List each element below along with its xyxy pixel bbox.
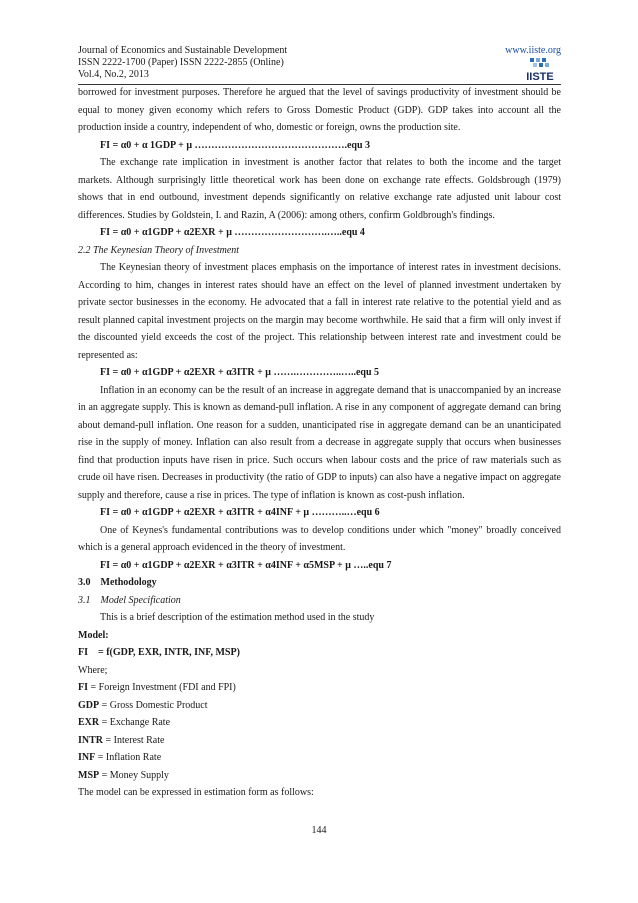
definition-symbol: INTR — [78, 734, 104, 746]
definition-symbol: MSP — [78, 769, 100, 781]
definition-text: = Interest Rate — [103, 734, 165, 746]
paragraph: Inflation in an economy can be the result of an increase in aggregate demand that is unaccompanied by an increase in an aggregate supply. This is known as demand-pull inflation. A rise in any component of aggregate demand can bring about demand-pull inflation. One reason for a sudden, unanticipated rise in aggregate demand can be an unanticipated rise in the supply of money. Inflation can also result from a decrease in aggregate supply that occurs when businesses find that production inputs have risen in price. Such occurs when labour costs and the price of raw materials such as crude oil have risen. Decreases in productivity (the ratio of GDP to inputs) can also have a negative impact on aggregate supply and therefore, cause a rise in prices. The type of inflation is known as cost-push inflation. — [78, 384, 561, 501]
paragraph: borrowed for investment purposes. Therefore he argued that the level of savings productivity of investment should be equal to money given economy which refers to Gross Domestic Product (GDP). GDP takes into account all the production inside a country, independent of who, domestic or foreign, owns the production site. — [78, 87, 561, 133]
article-body — [78, 84, 561, 802]
paragraph: One of Keynes's fundamental contributions was to develop conditions under which "money" broadly conceived which is a general approach evidenced in the theory of investment. — [78, 524, 561, 553]
paragraph: The Keynesian theory of investment places emphasis on the importance of interest rates in investment decisions. According to him, changes in interest rates should have an effect on the level of planned investment undertaken by private sector businesses in the economy. He advocated that a fall in interest rate relative to the potential yield and as result planned capital investment projects on the margin may become worthwhile. He said that a firm will only invest if the discounted yield exceeds the cost of the project. This relationship between interest rate and investment could be represented as: — [78, 262, 561, 361]
definition-text: = Exchange Rate — [99, 717, 171, 728]
paragraph: This is a brief description of the estimation method used in the study — [100, 612, 375, 623]
definition-msp — [78, 767, 561, 785]
where-label: Where; — [78, 664, 108, 676]
definition-symbol: INF — [78, 752, 96, 763]
paragraph: The model can be expressed in estimation form as follows: — [78, 787, 314, 798]
section-heading-3-0: 3.0 Methodology — [78, 577, 157, 588]
definition-symbol: GDP — [78, 699, 100, 711]
definition-exr — [78, 714, 561, 732]
section-heading-3-1: 3.1 Model Specification — [78, 594, 181, 606]
model-label: Model: — [78, 629, 109, 641]
definition-text: = Inflation Rate — [95, 752, 162, 763]
iiste-logo — [520, 57, 560, 83]
definition-fi — [78, 679, 561, 697]
model-equation: FI = f(GDP, EXR, INTR, INF, MSP) — [78, 647, 240, 658]
definition-text: = Money Supply — [99, 769, 169, 781]
section-heading-2-2: 2.2 The Keynesian Theory of Investment — [78, 244, 240, 256]
definition-intr — [78, 732, 561, 750]
equation-3: FI = α0 + α 1GDP + μ ……………………………………….equ 3 — [100, 139, 371, 151]
equation-4: FI = α0 + α1GDP + α2EXR + μ ……………………….…..equ 4 — [100, 227, 365, 238]
equation-5: FI = α0 + α1GDP + α2EXR + α3ITR + μ …….…………..…..equ 5 — [100, 367, 379, 378]
definition-text: = Gross Domestic Product — [99, 699, 208, 711]
page-number: 144 — [311, 825, 327, 836]
svg-text:IISTE: IISTE — [526, 71, 554, 83]
definition-gdp — [78, 697, 561, 715]
journal-title: Journal of Economics and Sustainable Development — [78, 45, 288, 56]
paragraph: The exchange rate implication in investment is another factor that relates to both the income and the target markets. Although surprisingly little theoretical work has been done on exchange rate effects. Goldsbrough (1979) shows that in end outbound, investment depends significantly on relative exchange rate adjusted unit labour cost differences. Studies by Goldstein, I. and Razin, A (2006): among others, confirm Goldbrough's findings. — [78, 157, 561, 221]
definition-symbol: FI — [78, 682, 88, 693]
issn-line: ISSN 2222-1700 (Paper) ISSN 2222-2855 (Online) — [78, 57, 284, 68]
volume-line: Vol.4, No.2, 2013 — [78, 69, 149, 80]
definition-text: = Foreign Investment (FDI and FPI) — [88, 682, 236, 693]
page-header — [78, 45, 561, 81]
definition-symbol: EXR — [78, 717, 100, 728]
definition-inf — [78, 749, 561, 767]
equation-6: FI = α0 + α1GDP + α2EXR + α3ITR + α4INF + μ ………..…equ 6 — [100, 507, 380, 518]
journal-url-link[interactable]: www.iiste.org — [505, 45, 561, 56]
equation-7: FI = α0 + α1GDP + α2EXR + α3ITR + α4INF + α5MSP + μ …..equ 7 — [100, 559, 392, 571]
